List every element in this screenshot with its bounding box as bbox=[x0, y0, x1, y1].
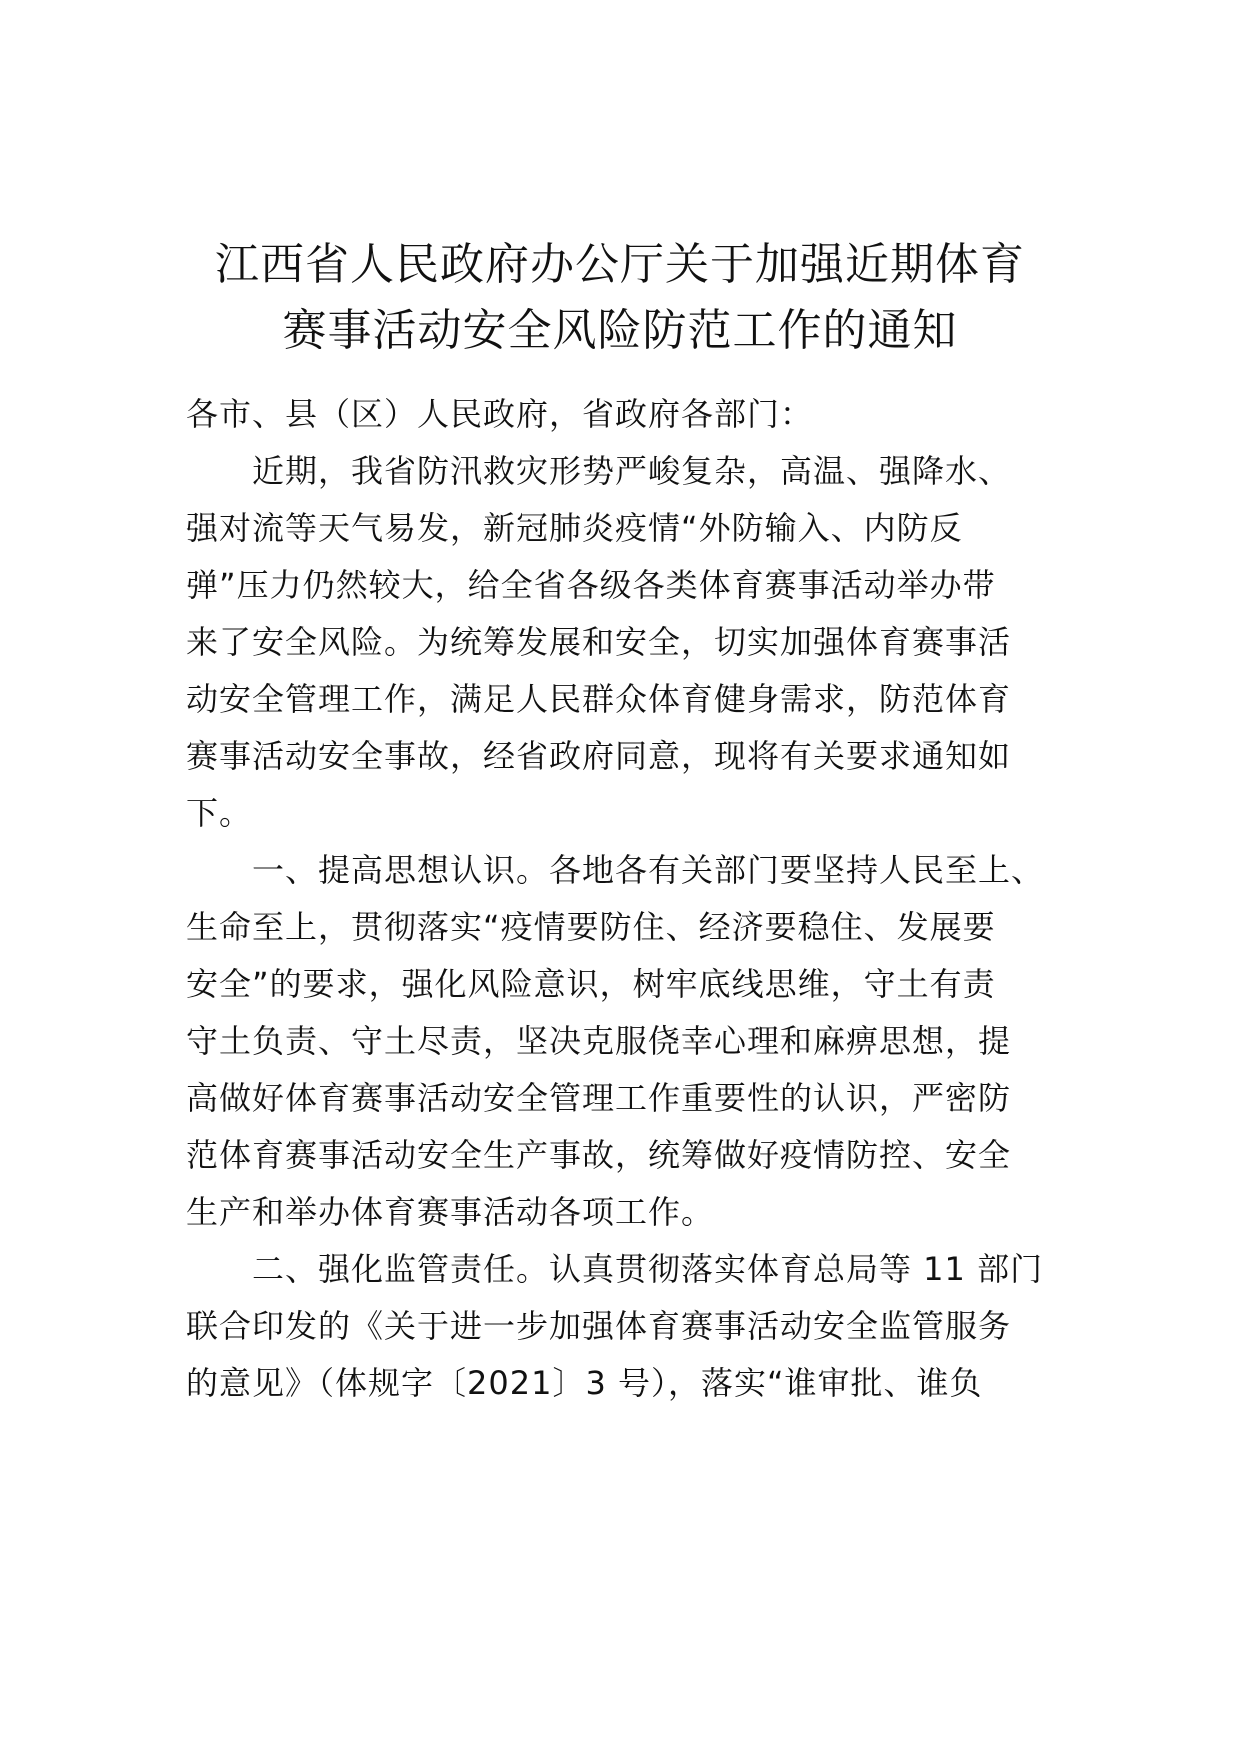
paragraph-line: 安全”的要求，强化风险意识，树牢底线思维，守土有责 bbox=[186, 965, 996, 1003]
paragraph-line: 生命至上，贯彻落实“疫情要防住、经济要稳住、发展要 bbox=[186, 908, 996, 946]
paragraph-line: 动安全管理工作，满足人民群众体育健身需求，防范体育 bbox=[186, 680, 1012, 718]
paragraph-line: 下。 bbox=[186, 794, 253, 832]
section-2-heading-line: 二、强化监管责任。认真贯彻落实体育总局等 11 部门 bbox=[252, 1250, 1044, 1288]
paragraph-line: 赛事活动安全事故，经省政府同意，现将有关要求通知如 bbox=[186, 737, 1012, 775]
salutation: 各市、县（区）人民政府，省政府各部门： bbox=[186, 395, 814, 433]
paragraph-line: 强对流等天气易发，新冠肺炎疫情“外防输入、内防反 bbox=[186, 509, 963, 547]
paragraph-line: 高做好体育赛事活动安全管理工作重要性的认识，严密防 bbox=[186, 1079, 1012, 1117]
paragraph-line: 近期，我省防汛救灾形势严峻复杂，高温、强降水、 bbox=[252, 452, 1012, 490]
paragraph-line: 联合印发的《关于进一步加强体育赛事活动安全监管服务 bbox=[186, 1307, 1012, 1345]
paragraph-line: 生产和举办体育赛事活动各项工作。 bbox=[186, 1193, 715, 1231]
document-title-line-1: 江西省人民政府办公厅关于加强近期体育 bbox=[215, 239, 1025, 290]
paragraph-line: 守土负责、守土尽责，坚决克服侥幸心理和麻痹思想，提 bbox=[186, 1022, 1012, 1060]
paragraph-line: 弹”压力仍然较大，给全省各级各类体育赛事活动举办带 bbox=[186, 566, 996, 604]
paragraph-line: 的意见》（体规字〔2021〕3 号），落实“谁审批、谁负 bbox=[186, 1364, 983, 1402]
document-title-line-2: 赛事活动安全风险防范工作的通知 bbox=[282, 305, 958, 356]
section-1-heading-line: 一、提高思想认识。各地各有关部门要坚持人民至上、 bbox=[252, 851, 1045, 889]
paragraph-line: 来了安全风险。为统筹发展和安全，切实加强体育赛事活 bbox=[186, 623, 1012, 661]
paragraph-line: 范体育赛事活动安全生产事故，统筹做好疫情防控、安全 bbox=[186, 1136, 1012, 1174]
